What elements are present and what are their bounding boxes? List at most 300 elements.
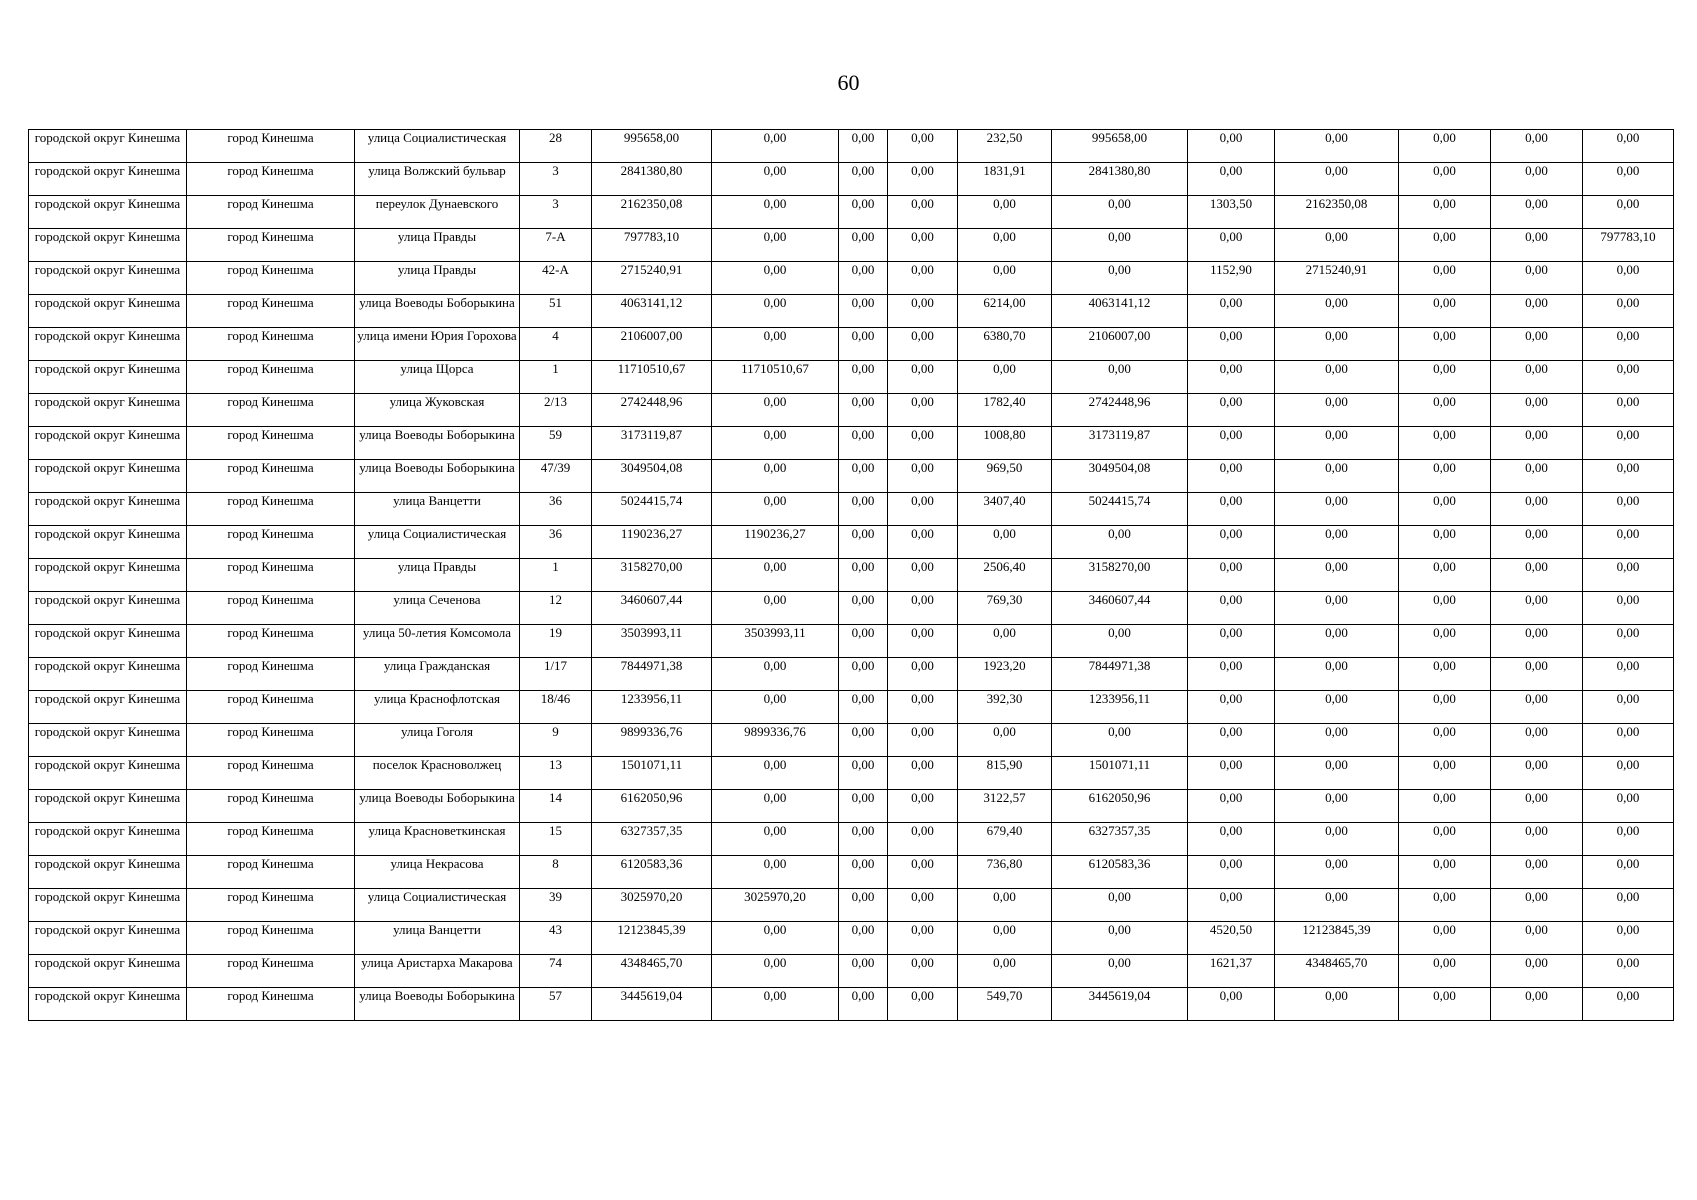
cell-area-col-11: 0,00 — [1188, 757, 1275, 790]
cell-municipal-district: городской округ Кинешма — [29, 988, 187, 1021]
cell-area-col-11: 0,00 — [1188, 526, 1275, 559]
cell-area-col-9: 3407,40 — [958, 493, 1052, 526]
cell-cost-col-7: 0,00 — [839, 295, 888, 328]
cell-cost-col-7: 0,00 — [839, 691, 888, 724]
cell-area-col-9: 679,40 — [958, 823, 1052, 856]
cell-cost-col-14: 0,00 — [1491, 229, 1583, 262]
cell-cost-col-7: 0,00 — [839, 163, 888, 196]
table-row — [29, 427, 1674, 460]
cell-street: переулок Дунаевского — [355, 196, 520, 229]
cell-cost-col-12: 0,00 — [1275, 757, 1399, 790]
cell-cost-col-10: 0,00 — [1052, 724, 1188, 757]
cell-cost-col-14: 0,00 — [1491, 328, 1583, 361]
cell-cost-col-13: 0,00 — [1399, 295, 1491, 328]
cell-cost-col-12: 0,00 — [1275, 559, 1399, 592]
cell-cost-col-13: 0,00 — [1399, 988, 1491, 1021]
cell-area-col-9: 0,00 — [958, 889, 1052, 922]
cell-cost-col-14: 0,00 — [1491, 922, 1583, 955]
cell-house-number: 18/46 — [520, 691, 592, 724]
cell-cost-col-10: 3460607,44 — [1052, 592, 1188, 625]
cell-municipal-district: городской округ Кинешма — [29, 856, 187, 889]
cell-cost-col-10: 7844971,38 — [1052, 658, 1188, 691]
cell-street: улица Некрасова — [355, 856, 520, 889]
cell-cost-col-13: 0,00 — [1399, 427, 1491, 460]
cell-cost-col-13: 0,00 — [1399, 823, 1491, 856]
cell-cost-col-10: 2742448,96 — [1052, 394, 1188, 427]
cell-cost-col-8: 0,00 — [888, 625, 958, 658]
cell-cost-col-7: 0,00 — [839, 130, 888, 163]
cell-cost-col-8: 0,00 — [888, 592, 958, 625]
cell-cost-col-6: 0,00 — [712, 262, 839, 295]
cell-cost-col-13: 0,00 — [1399, 526, 1491, 559]
cell-cost-col-10: 0,00 — [1052, 625, 1188, 658]
cell-cost-col-6: 0,00 — [712, 427, 839, 460]
cell-cost-col-12: 0,00 — [1275, 988, 1399, 1021]
cell-cost-col-6: 0,00 — [712, 394, 839, 427]
cell-cost-col-13: 0,00 — [1399, 361, 1491, 394]
cell-house-number: 8 — [520, 856, 592, 889]
cell-settlement: город Кинешма — [187, 625, 355, 658]
cell-area-col-11: 0,00 — [1188, 889, 1275, 922]
cell-municipal-district: городской округ Кинешма — [29, 955, 187, 988]
cell-cost-col-7: 0,00 — [839, 823, 888, 856]
cell-house-number: 57 — [520, 988, 592, 1021]
table-row — [29, 691, 1674, 724]
cell-cost-col-10: 0,00 — [1052, 229, 1188, 262]
cell-cost-col-6: 0,00 — [712, 196, 839, 229]
cell-total-cost: 1190236,27 — [592, 526, 712, 559]
cell-settlement: город Кинешма — [187, 295, 355, 328]
cell-cost-col-10: 2106007,00 — [1052, 328, 1188, 361]
cell-house-number: 3 — [520, 163, 592, 196]
cell-cost-col-15: 0,00 — [1583, 955, 1674, 988]
cell-street: улица Аристарха Макарова — [355, 955, 520, 988]
cell-house-number: 39 — [520, 889, 592, 922]
cell-settlement: город Кинешма — [187, 196, 355, 229]
cell-total-cost: 3445619,04 — [592, 988, 712, 1021]
cell-area-col-11: 0,00 — [1188, 592, 1275, 625]
cell-cost-col-13: 0,00 — [1399, 163, 1491, 196]
cell-cost-col-12: 2715240,91 — [1275, 262, 1399, 295]
cell-cost-col-13: 0,00 — [1399, 757, 1491, 790]
cell-cost-col-15: 0,00 — [1583, 262, 1674, 295]
cell-cost-col-12: 12123845,39 — [1275, 922, 1399, 955]
cell-cost-col-6: 0,00 — [712, 493, 839, 526]
cell-cost-col-12: 0,00 — [1275, 691, 1399, 724]
cell-cost-col-7: 0,00 — [839, 658, 888, 691]
cell-cost-col-12: 0,00 — [1275, 724, 1399, 757]
cell-municipal-district: городской округ Кинешма — [29, 592, 187, 625]
cell-cost-col-6: 0,00 — [712, 658, 839, 691]
cell-cost-col-14: 0,00 — [1491, 757, 1583, 790]
cell-cost-col-8: 0,00 — [888, 988, 958, 1021]
cell-area-col-9: 549,70 — [958, 988, 1052, 1021]
cell-area-col-11: 1303,50 — [1188, 196, 1275, 229]
cell-house-number: 19 — [520, 625, 592, 658]
cell-cost-col-10: 0,00 — [1052, 196, 1188, 229]
cell-cost-col-8: 0,00 — [888, 163, 958, 196]
cell-cost-col-12: 0,00 — [1275, 460, 1399, 493]
cell-settlement: город Кинешма — [187, 526, 355, 559]
table-row — [29, 295, 1674, 328]
cell-cost-col-13: 0,00 — [1399, 790, 1491, 823]
cell-cost-col-15: 797783,10 — [1583, 229, 1674, 262]
cell-cost-col-13: 0,00 — [1399, 196, 1491, 229]
table-row — [29, 889, 1674, 922]
cell-cost-col-12: 0,00 — [1275, 592, 1399, 625]
cell-cost-col-6: 0,00 — [712, 592, 839, 625]
cell-cost-col-13: 0,00 — [1399, 691, 1491, 724]
cell-municipal-district: городской округ Кинешма — [29, 394, 187, 427]
cell-house-number: 4 — [520, 328, 592, 361]
cell-total-cost: 3158270,00 — [592, 559, 712, 592]
cell-settlement: город Кинешма — [187, 988, 355, 1021]
cell-cost-col-7: 0,00 — [839, 592, 888, 625]
cell-cost-col-6: 0,00 — [712, 229, 839, 262]
table-row — [29, 526, 1674, 559]
cell-settlement: город Кинешма — [187, 922, 355, 955]
cell-cost-col-13: 0,00 — [1399, 955, 1491, 988]
cell-cost-col-8: 0,00 — [888, 790, 958, 823]
cell-cost-col-15: 0,00 — [1583, 493, 1674, 526]
cell-street: улица Воеводы Боборыкина — [355, 790, 520, 823]
cell-area-col-11: 0,00 — [1188, 361, 1275, 394]
cell-settlement: город Кинешма — [187, 955, 355, 988]
cell-cost-col-12: 0,00 — [1275, 361, 1399, 394]
cell-municipal-district: городской округ Кинешма — [29, 460, 187, 493]
cell-total-cost: 4348465,70 — [592, 955, 712, 988]
cell-cost-col-6: 0,00 — [712, 328, 839, 361]
table-row — [29, 130, 1674, 163]
cell-area-col-11: 0,00 — [1188, 493, 1275, 526]
cell-cost-col-8: 0,00 — [888, 460, 958, 493]
cell-cost-col-14: 0,00 — [1491, 691, 1583, 724]
cell-area-col-9: 1831,91 — [958, 163, 1052, 196]
cell-street: улица Воеводы Боборыкина — [355, 988, 520, 1021]
cell-cost-col-7: 0,00 — [839, 922, 888, 955]
cell-settlement: город Кинешма — [187, 724, 355, 757]
cell-cost-col-6: 0,00 — [712, 790, 839, 823]
cell-cost-col-14: 0,00 — [1491, 526, 1583, 559]
cell-cost-col-8: 0,00 — [888, 757, 958, 790]
cell-settlement: город Кинешма — [187, 691, 355, 724]
cell-cost-col-6: 0,00 — [712, 922, 839, 955]
cell-settlement: город Кинешма — [187, 856, 355, 889]
cell-cost-col-8: 0,00 — [888, 955, 958, 988]
cell-street: улица Краснофлотская — [355, 691, 520, 724]
cell-cost-col-7: 0,00 — [839, 856, 888, 889]
cell-cost-col-12: 0,00 — [1275, 625, 1399, 658]
cell-cost-col-12: 0,00 — [1275, 427, 1399, 460]
cell-street: улица Ванцетти — [355, 493, 520, 526]
cell-cost-col-15: 0,00 — [1583, 856, 1674, 889]
table-row — [29, 922, 1674, 955]
cell-area-col-11: 1152,90 — [1188, 262, 1275, 295]
cell-area-col-9: 232,50 — [958, 130, 1052, 163]
cell-cost-col-6: 0,00 — [712, 823, 839, 856]
cell-cost-col-7: 0,00 — [839, 955, 888, 988]
cell-cost-col-13: 0,00 — [1399, 130, 1491, 163]
cell-house-number: 15 — [520, 823, 592, 856]
cell-cost-col-7: 0,00 — [839, 493, 888, 526]
cell-cost-col-10: 3158270,00 — [1052, 559, 1188, 592]
cell-cost-col-14: 0,00 — [1491, 856, 1583, 889]
cell-area-col-9: 1923,20 — [958, 658, 1052, 691]
cell-area-col-11: 0,00 — [1188, 691, 1275, 724]
cell-cost-col-6: 9899336,76 — [712, 724, 839, 757]
cell-cost-col-15: 0,00 — [1583, 394, 1674, 427]
cell-cost-col-14: 0,00 — [1491, 658, 1583, 691]
table-row — [29, 196, 1674, 229]
cell-cost-col-13: 0,00 — [1399, 493, 1491, 526]
cell-cost-col-14: 0,00 — [1491, 427, 1583, 460]
cell-cost-col-10: 1501071,11 — [1052, 757, 1188, 790]
cell-area-col-11: 4520,50 — [1188, 922, 1275, 955]
cell-cost-col-10: 0,00 — [1052, 361, 1188, 394]
cell-area-col-11: 0,00 — [1188, 229, 1275, 262]
cell-cost-col-15: 0,00 — [1583, 922, 1674, 955]
cell-area-col-11: 0,00 — [1188, 295, 1275, 328]
cell-municipal-district: городской округ Кинешма — [29, 625, 187, 658]
cell-cost-col-6: 0,00 — [712, 691, 839, 724]
cell-cost-col-7: 0,00 — [839, 790, 888, 823]
cell-cost-col-6: 0,00 — [712, 460, 839, 493]
cell-cost-col-8: 0,00 — [888, 493, 958, 526]
cell-cost-col-6: 0,00 — [712, 559, 839, 592]
cell-cost-col-8: 0,00 — [888, 295, 958, 328]
cell-area-col-9: 969,50 — [958, 460, 1052, 493]
cell-cost-col-6: 3025970,20 — [712, 889, 839, 922]
cell-street: улица Воеводы Боборыкина — [355, 427, 520, 460]
cell-cost-col-14: 0,00 — [1491, 988, 1583, 1021]
cell-cost-col-7: 0,00 — [839, 526, 888, 559]
cell-total-cost: 2841380,80 — [592, 163, 712, 196]
cell-area-col-11: 0,00 — [1188, 394, 1275, 427]
cell-municipal-district: городской округ Кинешма — [29, 526, 187, 559]
cell-cost-col-7: 0,00 — [839, 361, 888, 394]
cell-area-col-9: 392,30 — [958, 691, 1052, 724]
table-row — [29, 625, 1674, 658]
cell-settlement: город Кинешма — [187, 559, 355, 592]
table-row — [29, 328, 1674, 361]
cell-cost-col-12: 0,00 — [1275, 856, 1399, 889]
cell-municipal-district: городской округ Кинешма — [29, 196, 187, 229]
cell-house-number: 9 — [520, 724, 592, 757]
cell-cost-col-13: 0,00 — [1399, 559, 1491, 592]
cell-total-cost: 3173119,87 — [592, 427, 712, 460]
cell-house-number: 1 — [520, 361, 592, 394]
cell-cost-col-6: 0,00 — [712, 130, 839, 163]
cell-cost-col-12: 0,00 — [1275, 526, 1399, 559]
cell-street: улица Правды — [355, 559, 520, 592]
table-row — [29, 559, 1674, 592]
cell-cost-col-12: 0,00 — [1275, 163, 1399, 196]
table-row — [29, 163, 1674, 196]
cell-street: улица Социалистическая — [355, 526, 520, 559]
cell-cost-col-13: 0,00 — [1399, 856, 1491, 889]
cell-total-cost: 2715240,91 — [592, 262, 712, 295]
cell-settlement: город Кинешма — [187, 592, 355, 625]
cell-cost-col-15: 0,00 — [1583, 460, 1674, 493]
cell-area-col-11: 1621,37 — [1188, 955, 1275, 988]
cell-street: улица Сеченова — [355, 592, 520, 625]
cell-area-col-9: 0,00 — [958, 955, 1052, 988]
cell-area-col-11: 0,00 — [1188, 856, 1275, 889]
table-row — [29, 262, 1674, 295]
cell-total-cost: 3460607,44 — [592, 592, 712, 625]
cell-street: улица Щорса — [355, 361, 520, 394]
cell-cost-col-13: 0,00 — [1399, 262, 1491, 295]
cell-house-number: 1/17 — [520, 658, 592, 691]
cell-settlement: город Кинешма — [187, 658, 355, 691]
cell-street: улица Жуковская — [355, 394, 520, 427]
cell-cost-col-8: 0,00 — [888, 658, 958, 691]
registry-table — [28, 129, 1674, 1021]
cell-street: улица Правды — [355, 262, 520, 295]
cell-cost-col-6: 11710510,67 — [712, 361, 839, 394]
cell-area-col-11: 0,00 — [1188, 559, 1275, 592]
cell-municipal-district: городской округ Кинешма — [29, 229, 187, 262]
cell-cost-col-14: 0,00 — [1491, 559, 1583, 592]
cell-house-number: 1 — [520, 559, 592, 592]
cell-municipal-district: городской округ Кинешма — [29, 724, 187, 757]
registry-table-body — [29, 130, 1674, 1021]
cell-house-number: 7-А — [520, 229, 592, 262]
cell-cost-col-8: 0,00 — [888, 922, 958, 955]
cell-cost-col-14: 0,00 — [1491, 823, 1583, 856]
cell-settlement: город Кинешма — [187, 427, 355, 460]
cell-cost-col-14: 0,00 — [1491, 196, 1583, 229]
cell-cost-col-8: 0,00 — [888, 262, 958, 295]
cell-cost-col-13: 0,00 — [1399, 922, 1491, 955]
cell-street: улица Ванцетти — [355, 922, 520, 955]
cell-settlement: город Кинешма — [187, 229, 355, 262]
cell-total-cost: 11710510,67 — [592, 361, 712, 394]
cell-cost-col-6: 0,00 — [712, 163, 839, 196]
cell-cost-col-7: 0,00 — [839, 394, 888, 427]
cell-total-cost: 5024415,74 — [592, 493, 712, 526]
cell-cost-col-14: 0,00 — [1491, 130, 1583, 163]
cell-street: улица Воеводы Боборыкина — [355, 295, 520, 328]
cell-area-col-11: 0,00 — [1188, 163, 1275, 196]
cell-cost-col-10: 1233956,11 — [1052, 691, 1188, 724]
cell-total-cost: 12123845,39 — [592, 922, 712, 955]
cell-area-col-11: 0,00 — [1188, 790, 1275, 823]
cell-cost-col-14: 0,00 — [1491, 889, 1583, 922]
cell-cost-col-8: 0,00 — [888, 130, 958, 163]
cell-total-cost: 995658,00 — [592, 130, 712, 163]
cell-area-col-9: 1008,80 — [958, 427, 1052, 460]
cell-total-cost: 7844971,38 — [592, 658, 712, 691]
cell-cost-col-7: 0,00 — [839, 427, 888, 460]
cell-cost-col-13: 0,00 — [1399, 460, 1491, 493]
cell-cost-col-10: 2841380,80 — [1052, 163, 1188, 196]
cell-house-number: 3 — [520, 196, 592, 229]
cell-cost-col-12: 0,00 — [1275, 493, 1399, 526]
cell-cost-col-6: 0,00 — [712, 856, 839, 889]
cell-cost-col-14: 0,00 — [1491, 460, 1583, 493]
cell-street: улица Волжский бульвар — [355, 163, 520, 196]
table-row — [29, 790, 1674, 823]
cell-cost-col-10: 6327357,35 — [1052, 823, 1188, 856]
cell-house-number: 14 — [520, 790, 592, 823]
cell-cost-col-8: 0,00 — [888, 724, 958, 757]
cell-cost-col-12: 0,00 — [1275, 658, 1399, 691]
cell-municipal-district: городской округ Кинешма — [29, 361, 187, 394]
cell-cost-col-14: 0,00 — [1491, 163, 1583, 196]
cell-cost-col-14: 0,00 — [1491, 955, 1583, 988]
table-row — [29, 757, 1674, 790]
cell-cost-col-10: 995658,00 — [1052, 130, 1188, 163]
cell-area-col-11: 0,00 — [1188, 460, 1275, 493]
cell-area-col-9: 3122,57 — [958, 790, 1052, 823]
cell-area-col-9: 6214,00 — [958, 295, 1052, 328]
cell-street: улица Гоголя — [355, 724, 520, 757]
cell-area-col-9: 2506,40 — [958, 559, 1052, 592]
cell-municipal-district: городской округ Кинешма — [29, 130, 187, 163]
cell-cost-col-7: 0,00 — [839, 724, 888, 757]
cell-cost-col-10: 0,00 — [1052, 262, 1188, 295]
cell-cost-col-15: 0,00 — [1583, 559, 1674, 592]
cell-cost-col-8: 0,00 — [888, 328, 958, 361]
cell-cost-col-12: 0,00 — [1275, 790, 1399, 823]
table-row — [29, 724, 1674, 757]
cell-cost-col-10: 3049504,08 — [1052, 460, 1188, 493]
cell-area-col-9: 0,00 — [958, 922, 1052, 955]
cell-municipal-district: городской округ Кинешма — [29, 889, 187, 922]
cell-cost-col-12: 0,00 — [1275, 889, 1399, 922]
cell-area-col-9: 0,00 — [958, 724, 1052, 757]
cell-area-col-9: 0,00 — [958, 196, 1052, 229]
cell-settlement: город Кинешма — [187, 889, 355, 922]
table-row — [29, 493, 1674, 526]
cell-cost-col-8: 0,00 — [888, 394, 958, 427]
cell-settlement: город Кинешма — [187, 823, 355, 856]
cell-area-col-11: 0,00 — [1188, 724, 1275, 757]
cell-municipal-district: городской округ Кинешма — [29, 823, 187, 856]
cell-municipal-district: городской округ Кинешма — [29, 790, 187, 823]
page-number: 60 — [837, 70, 860, 95]
cell-area-col-9: 0,00 — [958, 229, 1052, 262]
cell-cost-col-13: 0,00 — [1399, 658, 1491, 691]
cell-cost-col-8: 0,00 — [888, 526, 958, 559]
cell-cost-col-14: 0,00 — [1491, 394, 1583, 427]
cell-house-number: 51 — [520, 295, 592, 328]
cell-cost-col-10: 6162050,96 — [1052, 790, 1188, 823]
cell-cost-col-15: 0,00 — [1583, 658, 1674, 691]
cell-cost-col-12: 0,00 — [1275, 328, 1399, 361]
cell-settlement: город Кинешма — [187, 361, 355, 394]
cell-cost-col-13: 0,00 — [1399, 889, 1491, 922]
cell-cost-col-13: 0,00 — [1399, 592, 1491, 625]
cell-cost-col-14: 0,00 — [1491, 361, 1583, 394]
cell-cost-col-14: 0,00 — [1491, 625, 1583, 658]
cell-cost-col-13: 0,00 — [1399, 229, 1491, 262]
cell-area-col-9: 769,30 — [958, 592, 1052, 625]
cell-cost-col-15: 0,00 — [1583, 295, 1674, 328]
cell-cost-col-7: 0,00 — [839, 988, 888, 1021]
cell-municipal-district: городской округ Кинешма — [29, 658, 187, 691]
cell-cost-col-10: 0,00 — [1052, 526, 1188, 559]
table-row — [29, 955, 1674, 988]
cell-total-cost: 9899336,76 — [592, 724, 712, 757]
table-row — [29, 856, 1674, 889]
cell-house-number: 47/39 — [520, 460, 592, 493]
cell-cost-col-12: 0,00 — [1275, 295, 1399, 328]
table-row — [29, 592, 1674, 625]
cell-settlement: город Кинешма — [187, 130, 355, 163]
cell-cost-col-7: 0,00 — [839, 757, 888, 790]
